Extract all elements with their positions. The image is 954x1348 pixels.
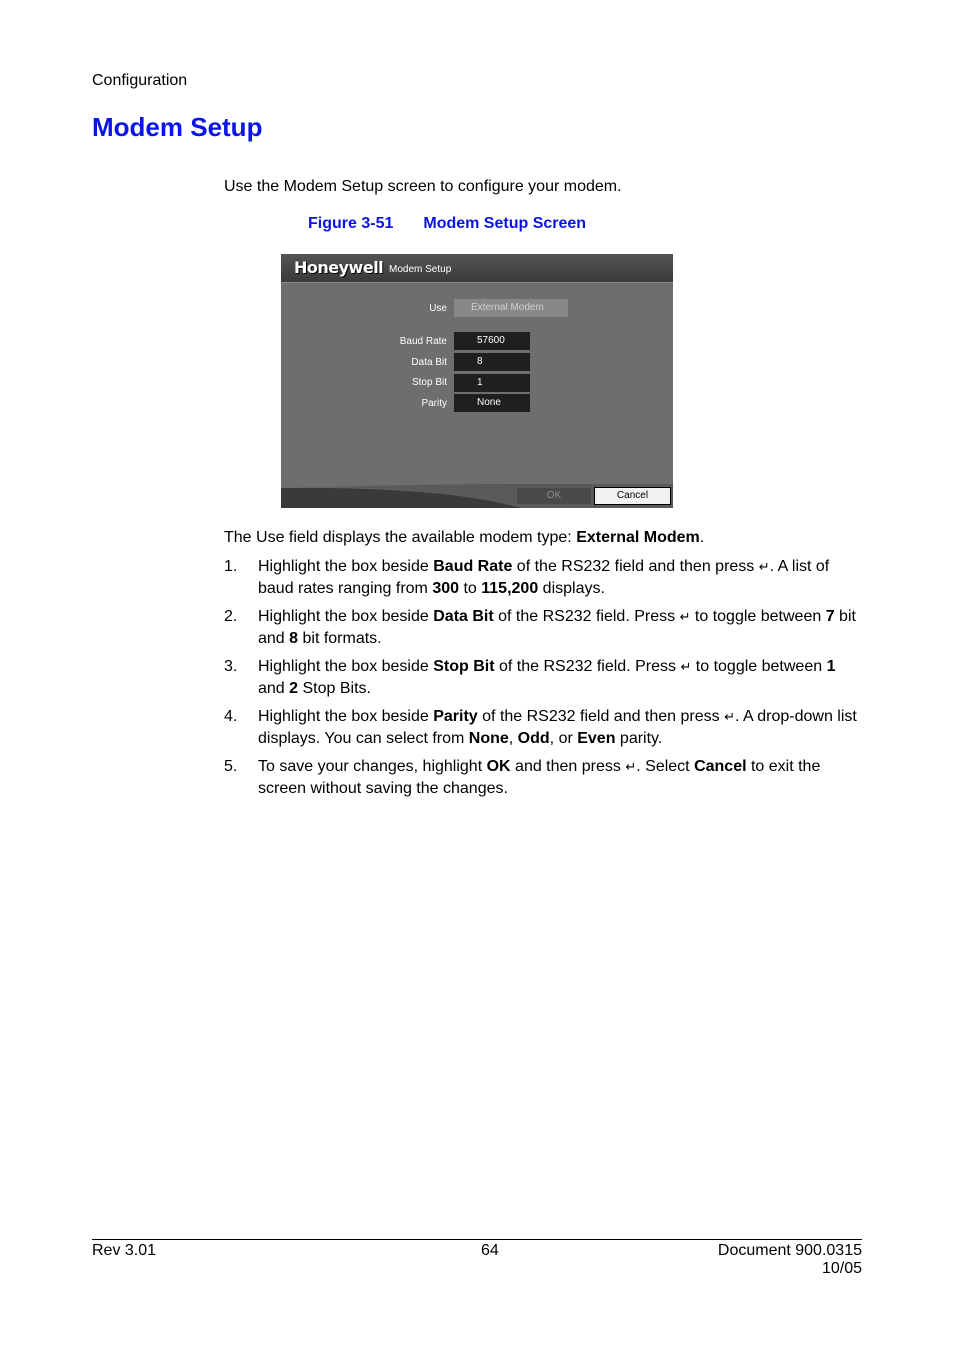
data-bit-field[interactable]: 8 [454, 353, 530, 371]
screen-title: Modem Setup [389, 264, 452, 275]
screen-titlebar [281, 254, 673, 283]
figure-caption [308, 215, 586, 233]
cancel-button[interactable]: Cancel [594, 487, 671, 505]
document-date: 10/05 [821, 1260, 862, 1277]
baud-rate-label: Baud Rate [399, 336, 447, 347]
use-label: Use [429, 303, 447, 314]
modem-setup-screen [281, 254, 673, 508]
enter-key-icon: ↵ [625, 760, 637, 775]
honeywell-logo: Honeywell [294, 258, 384, 277]
enter-key-icon: ↵ [679, 610, 691, 625]
footer-document [718, 1242, 862, 1278]
figure-title: Modem Setup Screen [423, 215, 587, 232]
data-bit-label: Data Bit [411, 357, 447, 368]
footer-revision: Rev 3.01 [92, 1242, 157, 1259]
figure-number: Figure 3-51 [308, 215, 394, 232]
page-number: 64 [481, 1242, 499, 1259]
stop-bit-label: Stop Bit [411, 377, 447, 388]
document-number: Document 900.0315 [717, 1242, 862, 1259]
use-field-description: The Use field displays the available modem type: External Modem. [224, 529, 705, 546]
page-title: Modem Setup [92, 112, 263, 142]
enter-key-icon: ↵ [724, 710, 735, 725]
footer-divider [92, 1239, 862, 1240]
baud-rate-field[interactable]: 57600 [454, 332, 530, 350]
ok-button[interactable]: OK [516, 487, 592, 505]
parity-label: Parity [421, 398, 447, 409]
enter-key-icon: ↵ [758, 560, 770, 575]
running-header: Configuration [92, 72, 188, 89]
stop-bit-field[interactable]: 1 [454, 374, 530, 392]
intro-paragraph: Use the Modem Setup screen to configure your modem. [224, 178, 622, 195]
use-field[interactable]: External Modem [454, 299, 568, 317]
enter-key-icon: ↵ [680, 660, 692, 675]
parity-field[interactable]: None [454, 394, 530, 412]
